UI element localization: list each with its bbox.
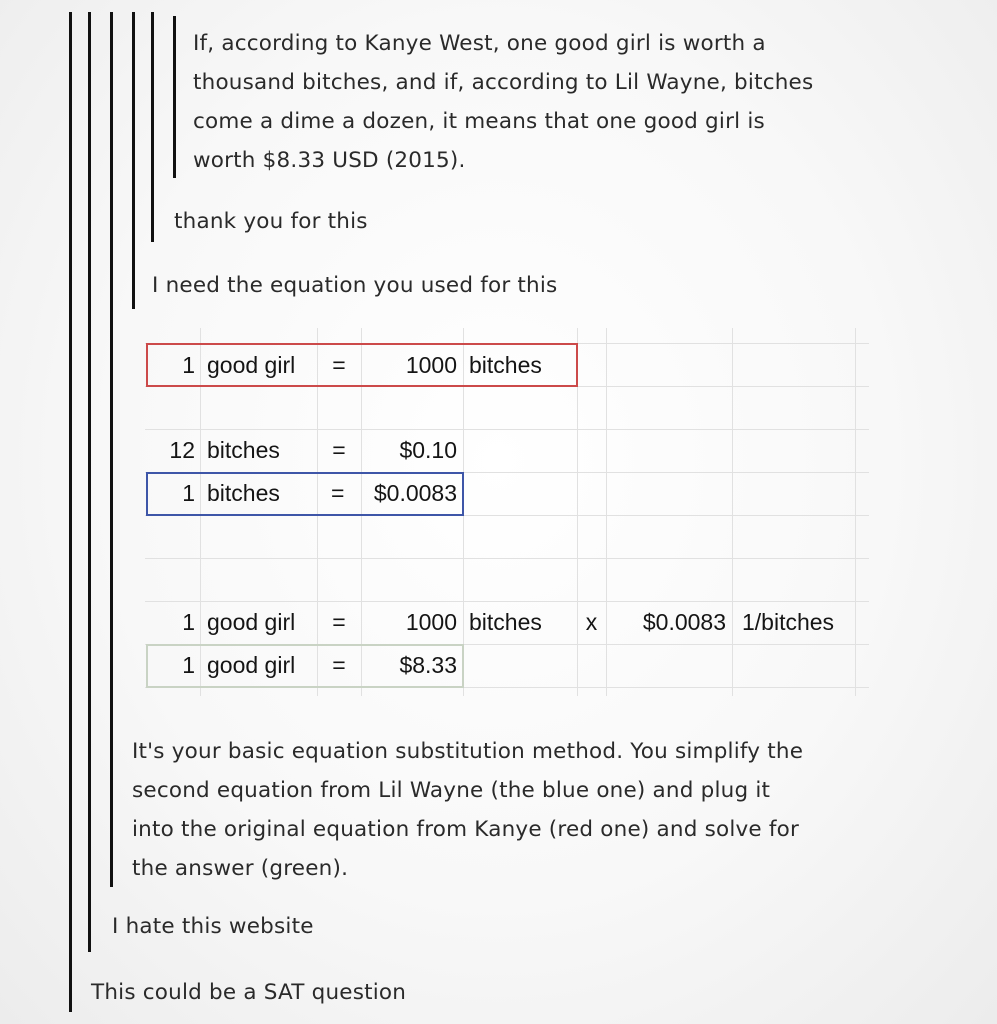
row4-multiply: x [585,609,598,635]
row3-unit: bitches [207,480,280,506]
row4-unit: good girl [207,609,296,635]
row5-qty: 1 [182,652,195,678]
row1-unit: good girl [207,352,296,378]
post-line: come a dime a dozen, it means that one good girl is [193,109,765,134]
row2-unit: bitches [207,437,280,463]
quote-rule-2 [88,12,91,952]
row4-factor-unit: 1/bitches [742,609,835,635]
explanation-line: the answer (green). [132,856,349,881]
explanation-line: into the original equation from Kanye (red one) and solve for [132,817,800,842]
quote-rule-5 [151,12,154,242]
row5-unit: good girl [207,652,296,678]
reply-sat-question: This could be a SAT question [91,980,407,1005]
row3-qty: 1 [182,480,195,506]
explanation-line: second equation from Lil Wayne (the blue one) and plug it [132,778,771,803]
original-post [193,24,813,180]
row1-eq: = [332,352,346,378]
row3-value: $0.0083 [373,480,457,506]
row1-value-unit: bitches [469,352,542,378]
row2-qty: 12 [169,437,195,463]
reply-thank-you: thank you for this [174,209,368,234]
row3-eq: = [331,480,345,506]
post-line: If, according to Kanye West, one good girl is worth a [193,31,766,56]
row1-value: 1000 [405,352,457,378]
row4-qty: 1 [182,609,195,635]
row2-value: $0.10 [399,437,457,463]
row5-value: $8.33 [399,652,457,678]
row4-value-unit: bitches [469,609,542,635]
explanation-line: It's your basic equation substitution method. You simplify the [132,739,804,764]
row4-value: 1000 [405,609,457,635]
row2-eq: = [332,437,346,463]
quote-rule-1 [69,12,72,1012]
spreadsheet-image [145,328,869,696]
quote-rule-6 [173,16,176,178]
row1-qty: 1 [182,352,195,378]
row5-eq: = [332,652,346,678]
post-line: thousand bitches, and if, according to Lil Wayne, bitches [193,70,814,95]
post-line: worth $8.33 USD (2015). [193,148,466,173]
quote-rule-3 [110,12,113,887]
reply-hate-website: I hate this website [112,914,314,939]
reply-explanation [132,732,803,888]
row4-eq: = [332,609,346,635]
reply-need-equation: I need the equation you used for this [152,273,558,298]
quote-rule-4 [132,12,135,309]
row4-factor: $0.0083 [642,609,726,635]
